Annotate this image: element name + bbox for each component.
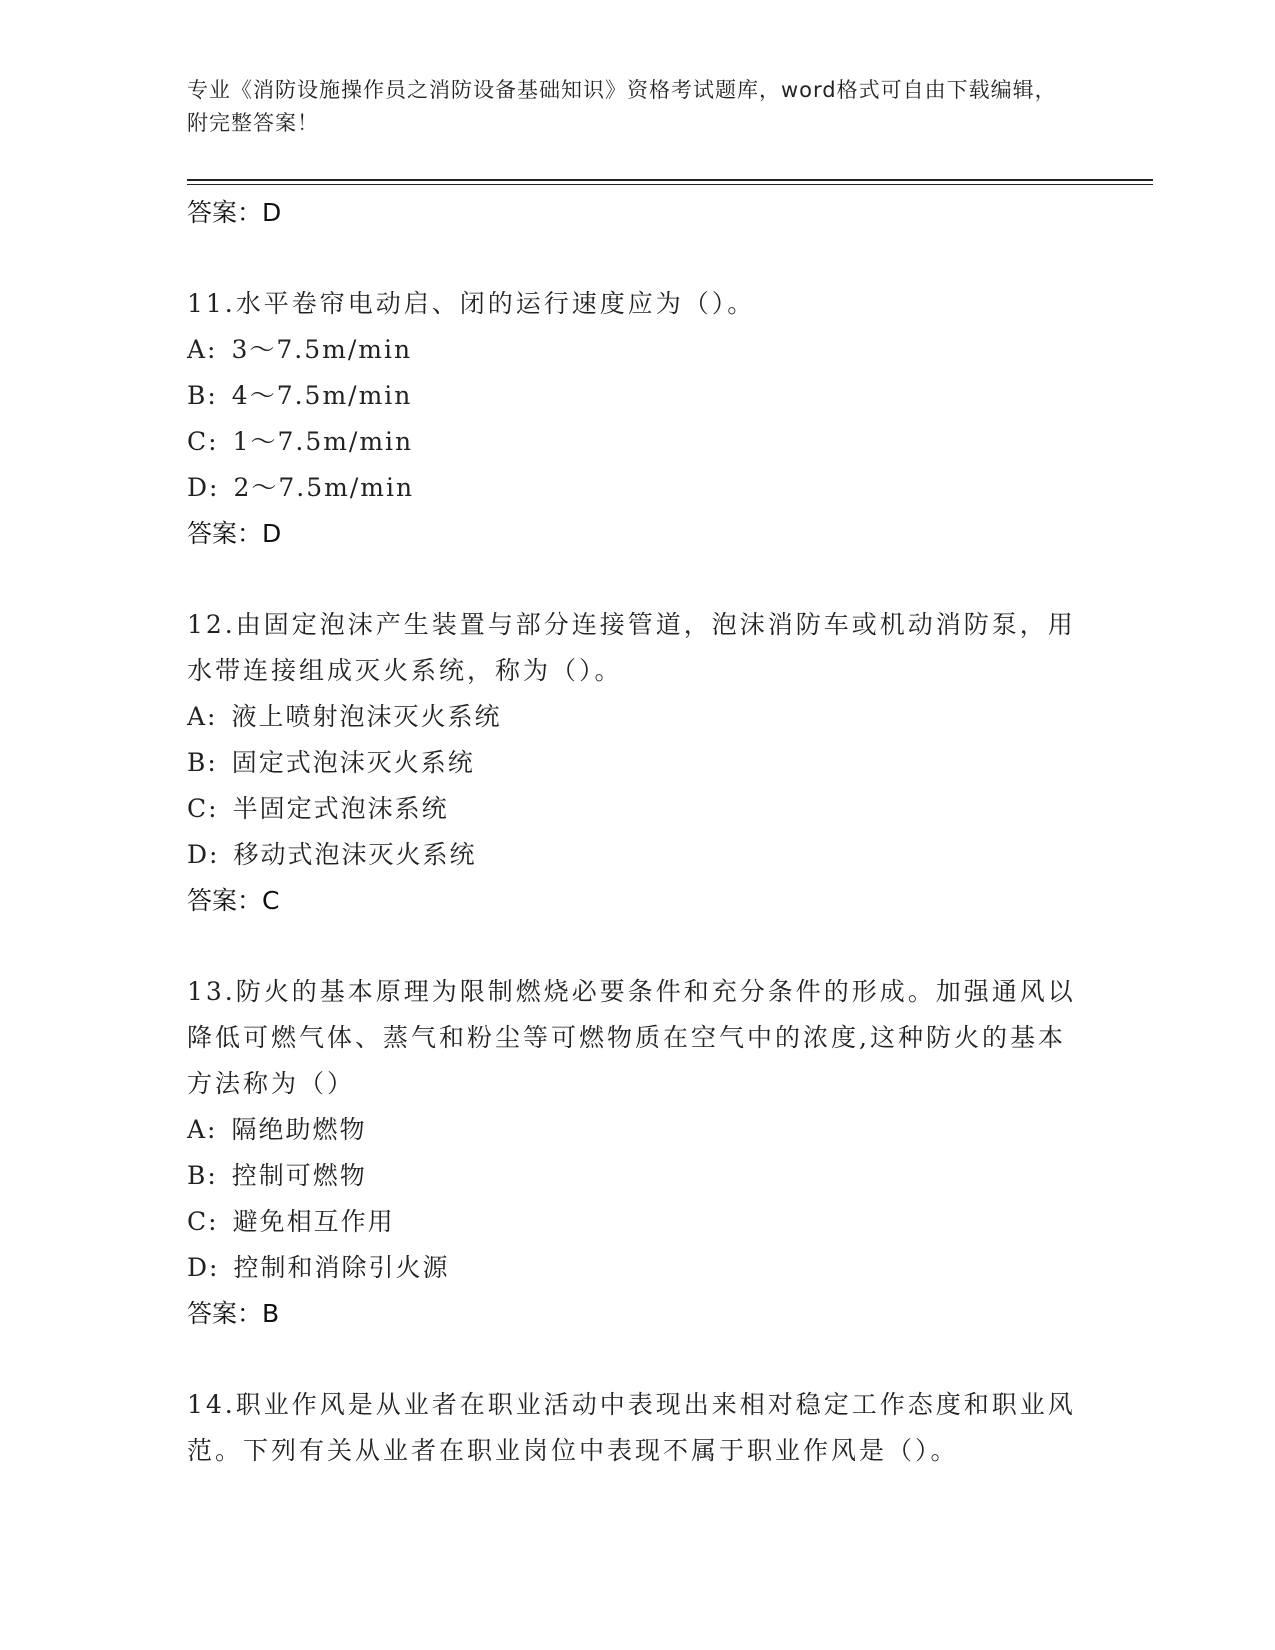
answer-line: 答案：D — [187, 519, 282, 548]
question-stem: 12.由固定泡沫产生装置与部分连接管道，泡沫消防车或机动消防泵，用水带连接组成灭火系统，称为（）。 — [187, 610, 1076, 685]
header-divider-thin — [187, 184, 1153, 185]
option-d: D: 2～7.5m/min — [187, 473, 415, 502]
option-a: A: 液上喷射泡沫灭火系统 — [187, 702, 502, 731]
option-c: C: 1～7.5m/min — [187, 427, 414, 456]
header-divider-thick — [187, 179, 1153, 181]
answer-line: 答案：D — [187, 198, 282, 227]
header-text: 专业《消防设施操作员之消防设备基础知识》资格考试题库，word格式可自由下载编辑，附完整答案！ — [187, 78, 1057, 135]
question-item — [187, 1382, 1087, 1474]
question-stem: 13.防火的基本原理为限制燃烧必要条件和充分条件的形成。加强通风以降低可燃气体、蒸气和粉尘等可燃物质在空气中的浓度,这种防火的基本方法称为（） — [187, 977, 1076, 1098]
answer-line: 答案：C — [187, 886, 280, 915]
document-header — [187, 74, 1067, 140]
question-stem: 14.职业作风是从业者在职业活动中表现出来相对稳定工作态度和职业风范。下列有关从业者在职业岗位中表现不属于职业作风是（）。 — [187, 1390, 1076, 1465]
question-stem: 11.水平卷帘电动启、闭的运行速度应为（）。 — [187, 289, 756, 318]
option-a: A: 隔绝助燃物 — [187, 1115, 367, 1144]
option-c: C: 半固定式泡沫系统 — [187, 794, 449, 823]
option-d: D: 控制和消除引火源 — [187, 1253, 450, 1282]
option-d: D: 移动式泡沫灭火系统 — [187, 840, 477, 869]
question-list — [187, 190, 1087, 1474]
option-b: B: 控制可燃物 — [187, 1161, 367, 1190]
answer-line: 答案：B — [187, 1299, 280, 1328]
option-a: A: 3～7.5m/min — [187, 335, 413, 364]
option-c: C: 避免相互作用 — [187, 1207, 395, 1236]
option-b: B: 4～7.5m/min — [187, 381, 413, 410]
question-item — [187, 969, 1087, 1337]
question-item — [187, 602, 1087, 924]
question-item — [187, 281, 1087, 557]
option-b: B: 固定式泡沫灭火系统 — [187, 748, 475, 777]
